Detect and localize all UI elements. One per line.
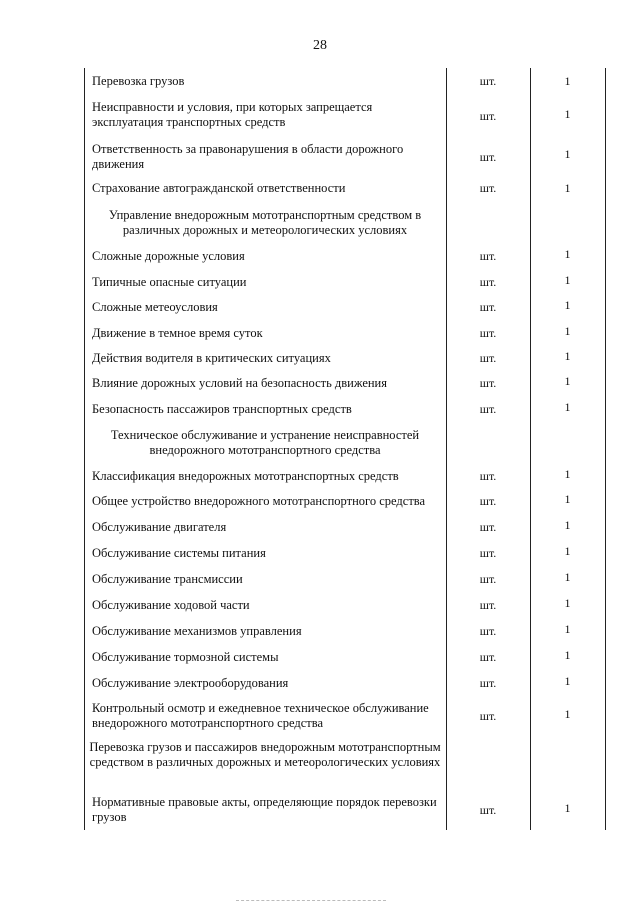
- item-quantity: 1: [564, 570, 571, 584]
- item-name: Сложные дорожные условия: [92, 249, 245, 263]
- item-unit: шт.: [479, 181, 497, 195]
- item-unit: шт.: [479, 624, 497, 638]
- item-unit: шт.: [479, 520, 497, 534]
- item-unit: шт.: [479, 249, 497, 263]
- item-quantity: 1: [564, 324, 571, 338]
- item-unit: шт.: [479, 572, 497, 586]
- item-quantity: 1: [564, 349, 571, 363]
- item-quantity: 1: [564, 147, 571, 161]
- item-name: Классификация внедорожных мототранспортных средств: [92, 469, 399, 483]
- item-quantity: 1: [564, 247, 571, 261]
- item-quantity: 1: [564, 648, 571, 662]
- item-quantity: 1: [564, 273, 571, 287]
- item-quantity: 1: [564, 622, 571, 636]
- item-quantity: 1: [564, 707, 571, 721]
- item-name: Неисправности и условия, при которых запрещается эксплуатация транспортных средств: [92, 100, 373, 129]
- item-quantity: 1: [564, 74, 571, 88]
- item-unit: шт.: [479, 546, 497, 560]
- item-unit: шт.: [479, 803, 497, 817]
- item-quantity: 1: [564, 544, 571, 558]
- item-unit: шт.: [479, 326, 497, 340]
- item-quantity: 1: [564, 801, 571, 815]
- item-name: Безопасность пассажиров транспортных средств: [92, 402, 352, 416]
- item-name: Обслуживание электрооборудования: [92, 676, 289, 690]
- item-quantity: 1: [564, 400, 571, 414]
- item-quantity: 1: [564, 674, 571, 688]
- item-name: Обслуживание трансмиссии: [92, 572, 243, 586]
- item-unit: шт.: [479, 598, 497, 612]
- item-unit: шт.: [479, 469, 497, 483]
- item-unit: шт.: [479, 650, 497, 664]
- item-quantity: 1: [564, 181, 571, 195]
- item-unit: шт.: [479, 494, 497, 508]
- item-unit: шт.: [479, 402, 497, 416]
- item-unit: шт.: [479, 300, 497, 314]
- item-quantity: 1: [564, 492, 571, 506]
- page-number: 28: [313, 38, 327, 53]
- item-quantity: 1: [564, 107, 571, 121]
- item-unit: шт.: [479, 74, 497, 88]
- section-heading: Перевозка грузов и пассажиров внедорожным мототранспортным средством в различных дорожных и метеорологических условиях: [89, 740, 441, 769]
- item-quantity: 1: [564, 298, 571, 312]
- item-unit: шт.: [479, 351, 497, 365]
- item-name: Нормативные правовые акты, определяющие порядок перевозки грузов: [92, 795, 437, 824]
- item-name: Контрольный осмотр и ежедневное техническое обслуживание внедорожного мототранспортного средства: [92, 701, 429, 730]
- item-quantity: 1: [564, 518, 571, 532]
- item-name: Движение в темное время суток: [92, 326, 263, 340]
- item-unit: шт.: [479, 109, 497, 123]
- item-name: Обслуживание двигателя: [92, 520, 227, 534]
- item-unit: шт.: [479, 709, 497, 723]
- item-unit: шт.: [479, 676, 497, 690]
- item-name: Обслуживание механизмов управления: [92, 624, 302, 638]
- item-unit: шт.: [479, 275, 497, 289]
- item-quantity: 1: [564, 596, 571, 610]
- item-name: Общее устройство внедорожного мототранспортного средства: [92, 494, 426, 508]
- item-name: Ответственность за правонарушения в области дорожного движения: [92, 142, 404, 171]
- section-heading: Техническое обслуживание и устранение неисправностей внедорожного мототранспортного средства: [110, 428, 420, 457]
- equipment-table: [84, 68, 606, 830]
- section-heading: Управление внедорожным мототранспортным средством в различных дорожных и метеорологических условиях: [108, 208, 422, 237]
- item-name: Действия водителя в критических ситуациях: [92, 351, 331, 365]
- item-name: Страхование автогражданской ответственности: [92, 181, 346, 195]
- item-name: Влияние дорожных условий на безопасность движения: [92, 376, 388, 390]
- item-quantity: 1: [564, 374, 571, 388]
- item-name: Типичные опасные ситуации: [92, 275, 247, 289]
- item-name: Обслуживание ходовой части: [92, 598, 250, 612]
- item-name: Обслуживание тормозной системы: [92, 650, 279, 664]
- item-unit: шт.: [479, 376, 497, 390]
- item-unit: шт.: [479, 150, 497, 164]
- scan-artifact-line: [236, 900, 386, 901]
- item-name: Сложные метеоусловия: [92, 300, 218, 314]
- item-name: Перевозка грузов: [92, 74, 185, 88]
- item-quantity: 1: [564, 467, 571, 481]
- item-name: Обслуживание системы питания: [92, 546, 266, 560]
- table-border-right: [605, 68, 606, 830]
